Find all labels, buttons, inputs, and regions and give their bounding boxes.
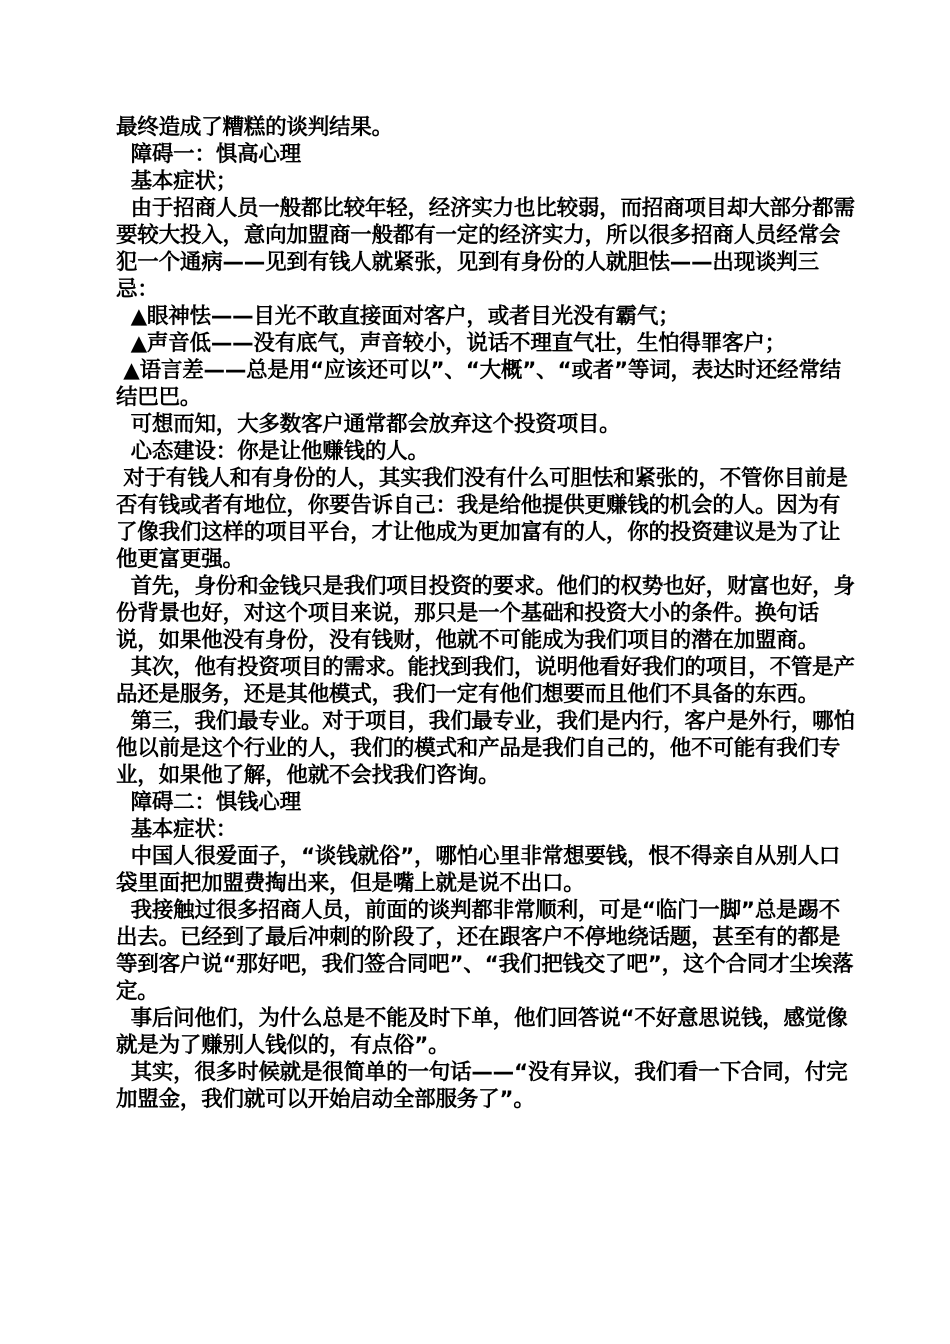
bullet-item: ▲声音低——没有底气，声音较小，说话不理直气壮，生怕得罪客户； xyxy=(116,331,786,356)
paragraph: 其实，很多时候就是很简单的一句话——“没有异议，我们看一下合同，付完加盟金，我们就可以开始启动全部服务了”。 xyxy=(116,1060,848,1112)
paragraph: 可想而知，大多数客户通常都会放弃这个投资项目。 xyxy=(116,412,621,437)
subheading-symptoms: 基本症状： xyxy=(116,817,238,842)
paragraph: 中国人很爱面子，“谈钱就俗”，哪怕心里非常想要钱，恨不得亲自从别人口袋里面把加盟费掏出来，但是嘴上就是说不出口。 xyxy=(116,844,841,896)
paragraph: 最终造成了糟糕的谈判结果。 xyxy=(116,115,393,140)
paragraph: 我接触过很多招商人员，前面的谈判都非常顺利，可是“临门一脚”总是踢不出去。已经到了最后冲刺的阶段了，还在跟客户不停地绕话题，甚至有的都是等到客户说“那好吧，我们签合同吧”、“我们把钱交了吧”，这个合同才尘埃落定。 xyxy=(116,898,854,1004)
paragraph: 对于有钱人和有身份的人，其实我们没有什么可胆怯和紧张的，不管你目前是否有钱或者有地位，你要告诉自己：我是给他提供更赚钱的机会的人。因为有了像我们这样的项目平台，才让他成为更加富有的人，你的投资建议是为了让他更富更强。 xyxy=(116,466,848,572)
subheading-symptoms: 基本症状； xyxy=(116,169,238,194)
bullet-item: ▲眼神怯——目光不敢直接面对客户，或者目光没有霸气； xyxy=(116,304,680,329)
paragraph: 首先，身份和金钱只是我们项目投资的要求。他们的权势也好，财富也好，身份背景也好，对这个项目来说，那只是一个基础和投资大小的条件。换句话说，如果他没有身份，没有钱财，他就不可能成为我们项目的潜在加盟商。 xyxy=(116,574,855,653)
section-heading-obstacle-two: 障碍二：惧钱心理 xyxy=(116,790,301,815)
paragraph: 事后问他们，为什么总是不能及时下单，他们回答说“不好意思说钱，感觉像就是为了赚别人钱似的，有点俗”。 xyxy=(116,1006,848,1058)
bullet-item: ▲语言差——总是用“应该还可以”、“大概”、“或者”等词，表达时还经常结结巴巴。 xyxy=(116,358,841,410)
paragraph: 第三，我们最专业。对于项目，我们最专业，我们是内行，客户是外行，哪怕他以前是这个行业的人，我们的模式和产品是我们自己的，他不可能有我们专业，如果他了解，他就不会找我们咨询。 xyxy=(116,709,855,788)
paragraph: 由于招商人员一般都比较年轻，经济实力也比较弱，而招商项目却大部分都需要较大投入，意向加盟商一般都有一定的经济实力，所以很多招商人员经常会犯一个通病——见到有钱人就紧张，见到有身份的人就胆怯——出现谈判三忌： xyxy=(116,196,855,302)
document-body xyxy=(116,114,856,1113)
paragraph: 其次，他有投资项目的需求。能找到我们，说明他看好我们的项目，不管是产品还是服务，还是其他模式，我们一定有他们想要而且他们不具备的东西。 xyxy=(116,655,855,707)
subheading-mindset: 心态建设：你是让他赚钱的人。 xyxy=(116,439,429,464)
section-heading-obstacle-one: 障碍一：惧高心理 xyxy=(116,142,301,167)
